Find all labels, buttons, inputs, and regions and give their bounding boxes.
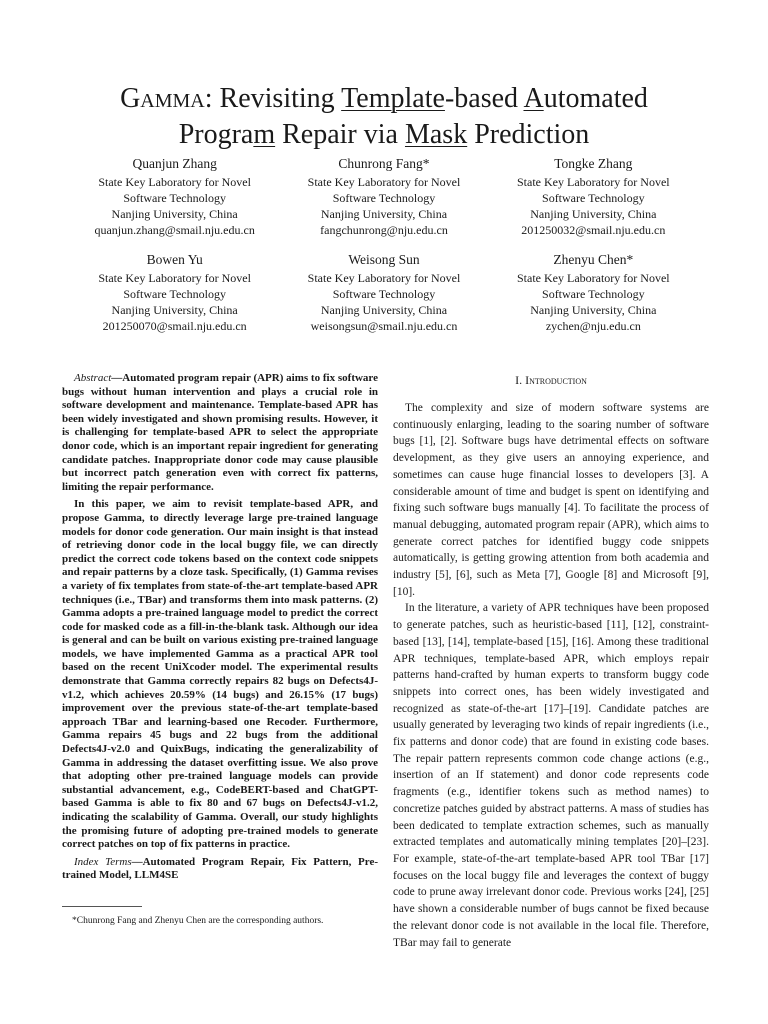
footnote-rule [62, 906, 142, 907]
abstract-text: —Automated program repair (APR) aims to fix software bugs without human intervention and plays a crucial role in software development and maintenance. Template-based APR has been widely investigated and shown promising results. However, it is challenging for template-based APR to select the appropriate donor code, which is an important repair ingredient for generating candidate patches. Inappropriate donor code may cause plausible but incorrect patch generation even with correct fix patterns, limiting the repair performance. [62, 372, 378, 493]
author-name: Bowen Yu [146, 252, 203, 267]
author-affiliation: State Key Laboratory for Novel [307, 175, 461, 189]
author-row-1 [70, 155, 698, 238]
author-block [489, 251, 698, 334]
author-affiliation: Software Technology [332, 191, 436, 205]
section-title: Introduction [525, 373, 587, 387]
author-affiliation: State Key Laboratory for Novel [307, 271, 461, 285]
author-name: Weisong Sun [348, 252, 420, 267]
author-name: Tongke Zhang [554, 156, 633, 171]
author-email[interactable]: fangchunrong@nju.edu.cn [320, 223, 448, 237]
author-affiliation: Nanjing University, China [530, 207, 657, 221]
title-part1: : Revisiting [204, 82, 342, 114]
author-block [489, 155, 698, 238]
title-template: Template [341, 82, 445, 114]
title-gamma: Gamma [120, 82, 205, 114]
author-affiliation: Nanjing University, China [111, 303, 238, 317]
author-affiliation: Nanjing University, China [111, 207, 238, 221]
introduction-column [393, 372, 709, 951]
author-affiliation: Software Technology [332, 287, 436, 301]
abstract-paragraph-1 [62, 372, 378, 494]
author-email[interactable]: weisongsun@smail.nju.edu.cn [310, 319, 458, 333]
footnote: *Chunrong Fang and Zhenyu Chen are the corresponding authors. [72, 916, 324, 926]
section-heading [393, 372, 709, 388]
author-affiliation: Software Technology [123, 287, 226, 301]
intro-paragraph-1: The complexity and size of modern software systems are continuously enlarging, leading to the soaring number of software bugs [1], [2]. Software bugs have detrimental effects on software development, as they give users an annoying experience, and sometimes can cause huge financial losses to developers [3]. A considerable amount of time and budget is spent on identifying and fixing such software bugs manually [4]. To facilitate the process of manual debugging, automated program repair (APR), which aims to generate correct patches for identified buggy code snippets automatically, is getting growing attention from both academia and industry [5], [6], such as Meta [7], Google [8] and Microsoft [9], [10]. [393, 402, 709, 598]
author-email[interactable]: zychen@nju.edu.cn [545, 319, 641, 333]
abstract-paragraph-2: In this paper, we aim to revisit template-based APR, and propose Gamma, to directly leverage large pre-trained language models for donor code generation. Our main insight is that instead of retrieving donor code in the local buggy file, we can directly predict the correct code tokens based on the context code snippets and repair patterns by a cloze task. Specifically, (1) Gamma revises a variety of fix templates from state-of-the-art template-based APR techniques (i.e., TBar) and transforms them into mask patterns. (2) Gamma adopts a pre-trained language model to predict the correct code for masked code as a fill-in-the-blank task. Although our idea is general and can be built on various existing pre-trained language models, we have implemented Gamma as a practical APR tool based on the recent UniXcoder model. The experimental results demonstrate that Gamma correctly repairs 82 bugs on Defects4J-v1.2, which achieves 20.59% (14 bugs) and 26.15% (17 bugs) improvement over the previous state-of-the-art template-based approach TBar and learning-based one Recoder. Furthermore, Gamma repairs 45 bugs and 22 bugs from the additional Defects4J-v2.0 and QuixBugs, indicating the generalizability of Gamma in addressing the dataset overfitting issue. We also prove that adopting other pre-trained language models can provide substantial advancement, e.g., CodeBERT-based and ChatGPT-based Gamma is able to fix 80 and 67 bugs on Defects4J-v1.2, indicating the scalability of Gamma. Overall, our study highlights the promising future of adopting pre-trained models to generate correct patches on top of fix patterns in practice. [62, 498, 378, 851]
author-name: Zhenyu Chen* [553, 252, 634, 267]
author-email[interactable]: 201250032@smail.nju.edu.cn [521, 223, 666, 237]
title-mask: Mask [404, 118, 468, 150]
author-block [279, 155, 488, 238]
author-block [279, 251, 488, 334]
title-program: Progra [178, 118, 254, 150]
author-email[interactable]: 201250070@smail.nju.edu.cn [102, 319, 247, 333]
section-number: I. [515, 373, 523, 387]
author-affiliation: Software Technology [123, 191, 226, 205]
author-block [70, 251, 279, 334]
title-program-m: m [253, 118, 276, 150]
author-email[interactable]: quanjun.zhang@smail.nju.edu.cn [94, 223, 255, 237]
author-affiliation: State Key Laboratory for Novel [98, 175, 251, 189]
author-block [70, 155, 279, 238]
title-automated-a: A [523, 82, 544, 114]
index-terms [62, 856, 378, 883]
author-name: Chunrong Fang* [338, 156, 430, 171]
paper-title [40, 81, 728, 153]
author-affiliation: State Key Laboratory for Novel [517, 175, 670, 189]
title-repair-via: Repair via [275, 118, 405, 150]
author-affiliation: Nanjing University, China [320, 303, 448, 317]
author-affiliation: Nanjing University, China [530, 303, 657, 317]
author-affiliation: State Key Laboratory for Novel [98, 271, 251, 285]
author-affiliation: Nanjing University, China [320, 207, 448, 221]
author-affiliation: Software Technology [542, 287, 645, 301]
abstract-label: Abstract [74, 372, 112, 384]
author-name: Quanjun Zhang [132, 156, 217, 171]
author-row-2 [70, 251, 698, 334]
title-prediction: Prediction [467, 118, 590, 150]
index-terms-text: —Automated Program Repair, Fix Pattern, Pre-trained Model, LLM4SE [62, 855, 378, 882]
title-part2: -based [444, 82, 524, 114]
intro-paragraph-2: In the literature, a variety of APR techniques have been proposed to generate patches, such as heuristic-based [11], [12], constraint-based [13], [14], template-based [15], [16]. Among these traditional APR techniques, template-based APR, which employs repair patterns hand-crafted by human experts to transform buggy code snippets into correct ones, has been widely investigated and recognized as state-of-the-art [17]–[19]. Candidate patches are usually generated by leveraging two kinds of repair ingredients (i.e., fix patterns and donor code) that are found in existing code bases. The repair pattern represents common code change actions (e.g., insertion of an If statement) and donor code represents code fragments (e.g., identifier tokens such as method names) to concretize patches guided by abstract patterns. A mass of studies has been dedicated to template extraction schemes, such as manually extracted templates and automatically mining templates [20]–[23]. For example, state-of-the-art template-based APR tool TBar [17] focuses on the local buggy file and leverages the context of buggy code to prune away irrelevant donor code. Previous works [24], [25] have shown a considerable number of bugs cannot be fixed because the relevant donor code is not available in the local file. Therefore, TBar may fail to generate [393, 602, 709, 949]
index-terms-label: Index Terms [74, 855, 132, 868]
author-affiliation: State Key Laboratory for Novel [517, 271, 670, 285]
abstract-column [62, 372, 378, 887]
title-automated-rest: utomated [543, 82, 648, 114]
author-affiliation: Software Technology [542, 191, 645, 205]
